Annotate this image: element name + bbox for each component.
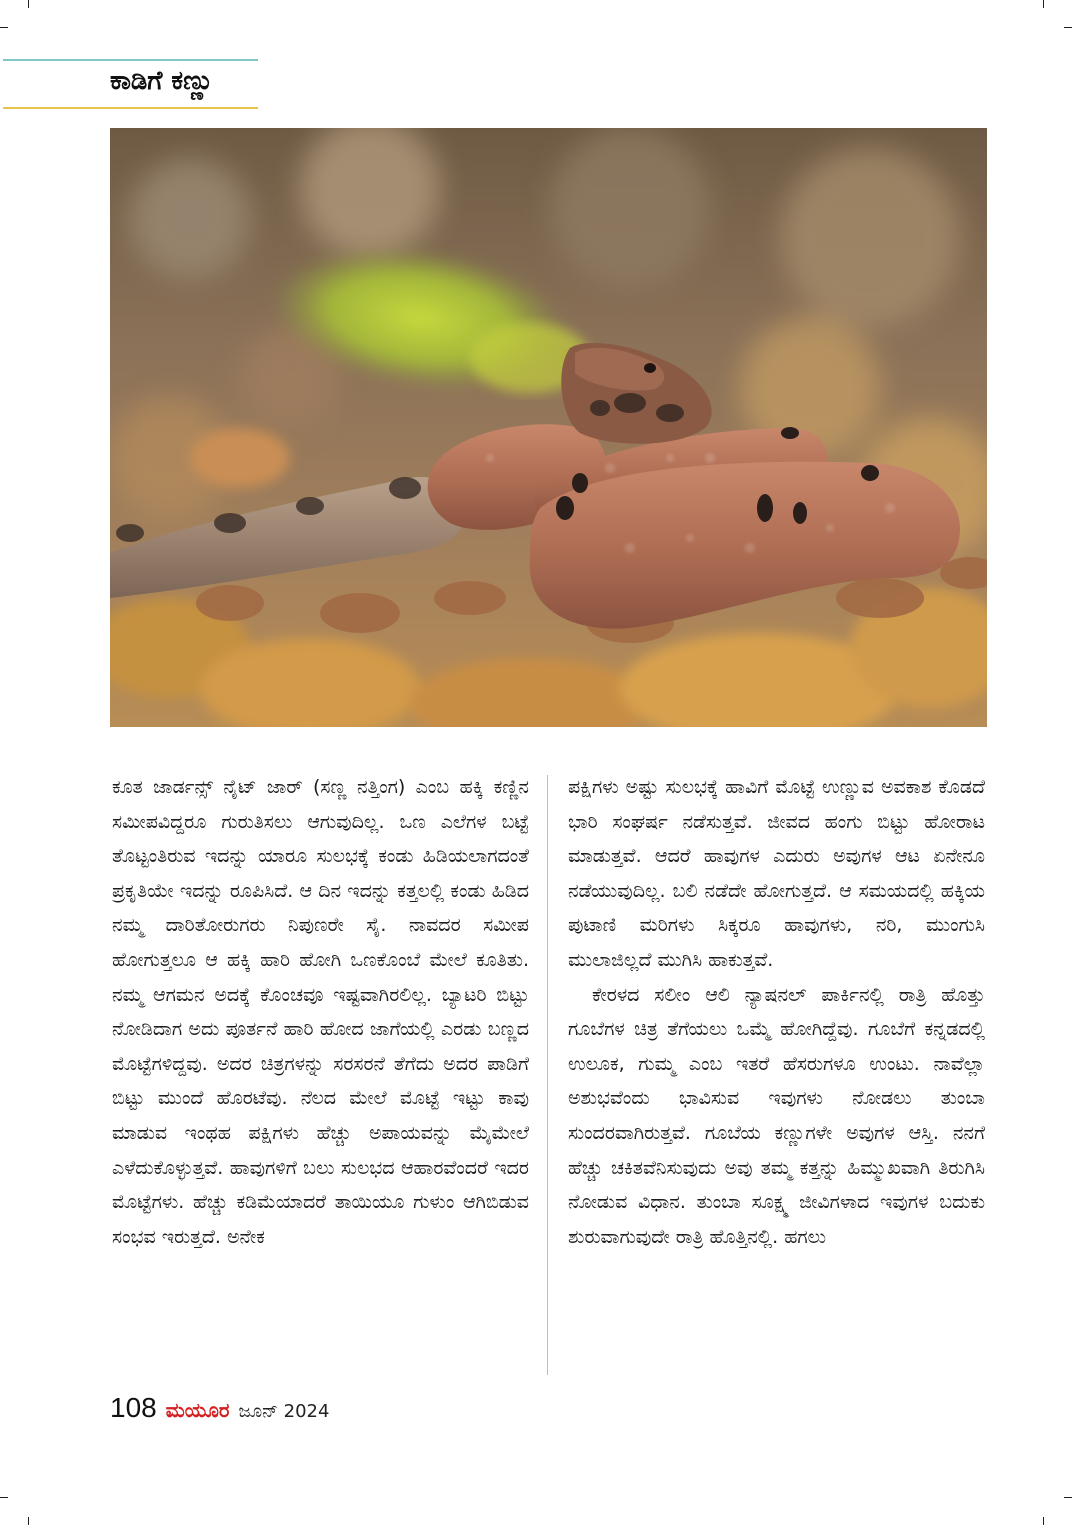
issue-date: ಜೂನ್ 2024	[238, 1401, 330, 1422]
page-footer	[110, 1392, 329, 1424]
article-paragraph: ಕೇರಳದ ಸಲೀಂ ಆಲಿ ನ್ಯಾಷನಲ್ ಪಾರ್ಕಿನಲ್ಲಿ ರಾತ್ರಿ ಹೊತ್ತು ಗೂಬೆಗಳ ಚಿತ್ರ ತೆಗೆಯಲು ಒಮ್ಮೆ ಹೋಗಿದ್ದೆವು. ಗೂಬೆಗೆ ಕನ್ನಡದಲ್ಲಿ ಉಲೂಕ, ಗುಮ್ಮ ಎಂಬ ಇತರೆ ಹೆಸರುಗಳೂ ಉಂಟು. ನಾವೆಲ್ಲಾ ಅಶುಭವೆಂದು ಭಾವಿಸುವ ಇವುಗಳು ನೋಡಲು ತುಂಬಾ ಸುಂದರವಾಗಿರುತ್ತವೆ. ಗೂಬೆಯ ಕಣ್ಣುಗಳೇ ಅವುಗಳ ಆಸ್ತಿ. ನನಗೆ ಹೆಚ್ಚು ಚಕಿತವೆನಿಸುವುದು ಅವು ತಮ್ಮ ಕತ್ತನ್ನು ಹಿಮ್ಮುಖವಾಗಿ ತಿರುಗಿಸಿ ನೋಡುವ ವಿಧಾನ. ತುಂಬಾ ಸೂಕ್ಷ್ಮ ಜೀವಿಗಳಾದ ಇವುಗಳ ಬದುಕು ಶುರುವಾಗುವುದೇ ರಾತ್ರಿ ಹೊತ್ತಿನಲ್ಲಿ. ಹಗಲು	[568, 983, 985, 1248]
snake-photo	[110, 128, 987, 727]
crop-mark	[1043, 1517, 1044, 1525]
crop-mark	[1064, 27, 1072, 28]
article-column-left	[112, 770, 529, 1254]
column-divider	[547, 775, 548, 1375]
crop-mark	[1064, 1497, 1072, 1498]
article-column-right	[568, 770, 985, 1254]
crop-mark	[0, 1497, 8, 1498]
article-paragraph: ಪಕ್ಷಿಗಳು ಅಷ್ಟು ಸುಲಭಕ್ಕೆ ಹಾವಿಗೆ ಮೊಟ್ಟೆ ಉಣ್ಣುವ ಅವಕಾಶ ಕೊಡದೆ ಭಾರಿ ಸಂಘರ್ಷ ನಡೆಸುತ್ತವೆ. ಜೀವದ ಹಂಗು ಬಿಟ್ಟು ಹೋರಾಟ ಮಾಡುತ್ತವೆ. ಆದರೆ ಹಾವುಗಳ ಎದುರು ಅವುಗಳ ಆಟ ಏನೇನೂ ನಡೆಯುವುದಿಲ್ಲ. ಬಲಿ ನಡೆದೇ ಹೋಗುತ್ತದೆ. ಆ ಸಮಯದಲ್ಲಿ ಹಕ್ಕಿಯ ಪುಟಾಣಿ ಮರಿಗಳು ಸಿಕ್ಕರೂ ಹಾವುಗಳು, ನರಿ, ಮುಂಗುಸಿ ಮುಲಾಜಿಲ್ಲದೆ ಮುಗಿಸಿ ಹಾಕುತ್ತವೆ.	[568, 776, 985, 971]
header-rule-bottom	[3, 107, 258, 109]
article-paragraph: ಕೂತ ಜಾರ್ಡನ್ಸ್ ನೈಟ್ ಜಾರ್ (ಸಣ್ಣ ನತ್ತಿಂಗ) ಎಂಬ ಹಕ್ಕಿ ಕಣ್ಣಿನ ಸಮೀಪವಿದ್ದರೂ ಗುರುತಿಸಲು ಆಗುವುದಿಲ್ಲ. ಒಣ ಎಲೆಗಳ ಬಟ್ಟೆ ತೊಟ್ಟಂತಿರುವ ಇದನ್ನು ಯಾರೂ ಸುಲಭಕ್ಕೆ ಕಂಡು ಹಿಡಿಯಲಾಗದಂತೆ ಪ್ರಕೃತಿಯೇ ಇದನ್ನು ರೂಪಿಸಿದೆ. ಆ ದಿನ ಇದನ್ನು ಕತ್ತಲಲ್ಲಿ ಕಂಡು ಹಿಡಿದ ನಮ್ಮ ದಾರಿತೋರುಗರು ನಿಪುಣರೇ ಸೈ. ನಾವದರ ಸಮೀಪ ಹೋಗುತ್ತಲೂ ಆ ಹಕ್ಕಿ ಹಾರಿ ಹೋಗಿ ಒಣಕೊಂಬೆ ಮೇಲೆ ಕೂತಿತು. ನಮ್ಮ ಆಗಮನ ಅದಕ್ಕೆ ಕೊಂಚವೂ ಇಷ್ಟವಾಗಿರಲಿಲ್ಲ. ಬ್ಯಾಟರಿ ಬಿಟ್ಟು ನೋಡಿದಾಗ ಅದು ಪೂರ್ತನೆ ಹಾರಿ ಹೋದ ಜಾಗೆಯಲ್ಲಿ ಎರಡು ಬಣ್ಣದ ಮೊಟ್ಟೆಗಳಿದ್ದವು. ಅದರ ಚಿತ್ರಗಳನ್ನು ಸರಸರನೆ ತೆಗೆದು ಅದರ ಪಾಡಿಗೆ ಬಿಟ್ಟು ಮುಂದೆ ಹೊರಟೆವು. ನೆಲದ ಮೇಲೆ ಮೊಟ್ಟೆ ಇಟ್ಟು ಕಾವು ಮಾಡುವ ಇಂಥಹ ಪಕ್ಷಿಗಳು ಹೆಚ್ಚು ಅಪಾಯವನ್ನು ಮೈಮೇಲೆ ಎಳೆದುಕೊಳ್ಳುತ್ತವೆ. ಹಾವುಗಳಿಗೆ ಬಲು ಸುಲಭದ ಆಹಾರವೆಂದರೆ ಇದರ ಮೊಟ್ಟೆಗಳು. ಹೆಚ್ಚು ಕಡಿಮೆಯಾದರೆ ತಾಯಿಯೂ ಗುಳುಂ ಆಗಿಬಿಡುವ ಸಂಭವ ಇರುತ್ತದೆ. ಅನೇಕ	[112, 776, 529, 1248]
crop-mark	[28, 0, 29, 8]
magazine-logo: ಮಯೂರ	[165, 1398, 230, 1422]
crop-mark	[0, 27, 8, 28]
snake-photo-illustration	[110, 128, 987, 727]
crop-mark	[1043, 0, 1044, 8]
page-number: 108	[110, 1392, 157, 1423]
section-title: ಕಾಡಿಗೆ ಕಣ್ಣು	[110, 66, 214, 96]
crop-mark	[28, 1517, 29, 1525]
header-rule-top	[3, 59, 258, 61]
